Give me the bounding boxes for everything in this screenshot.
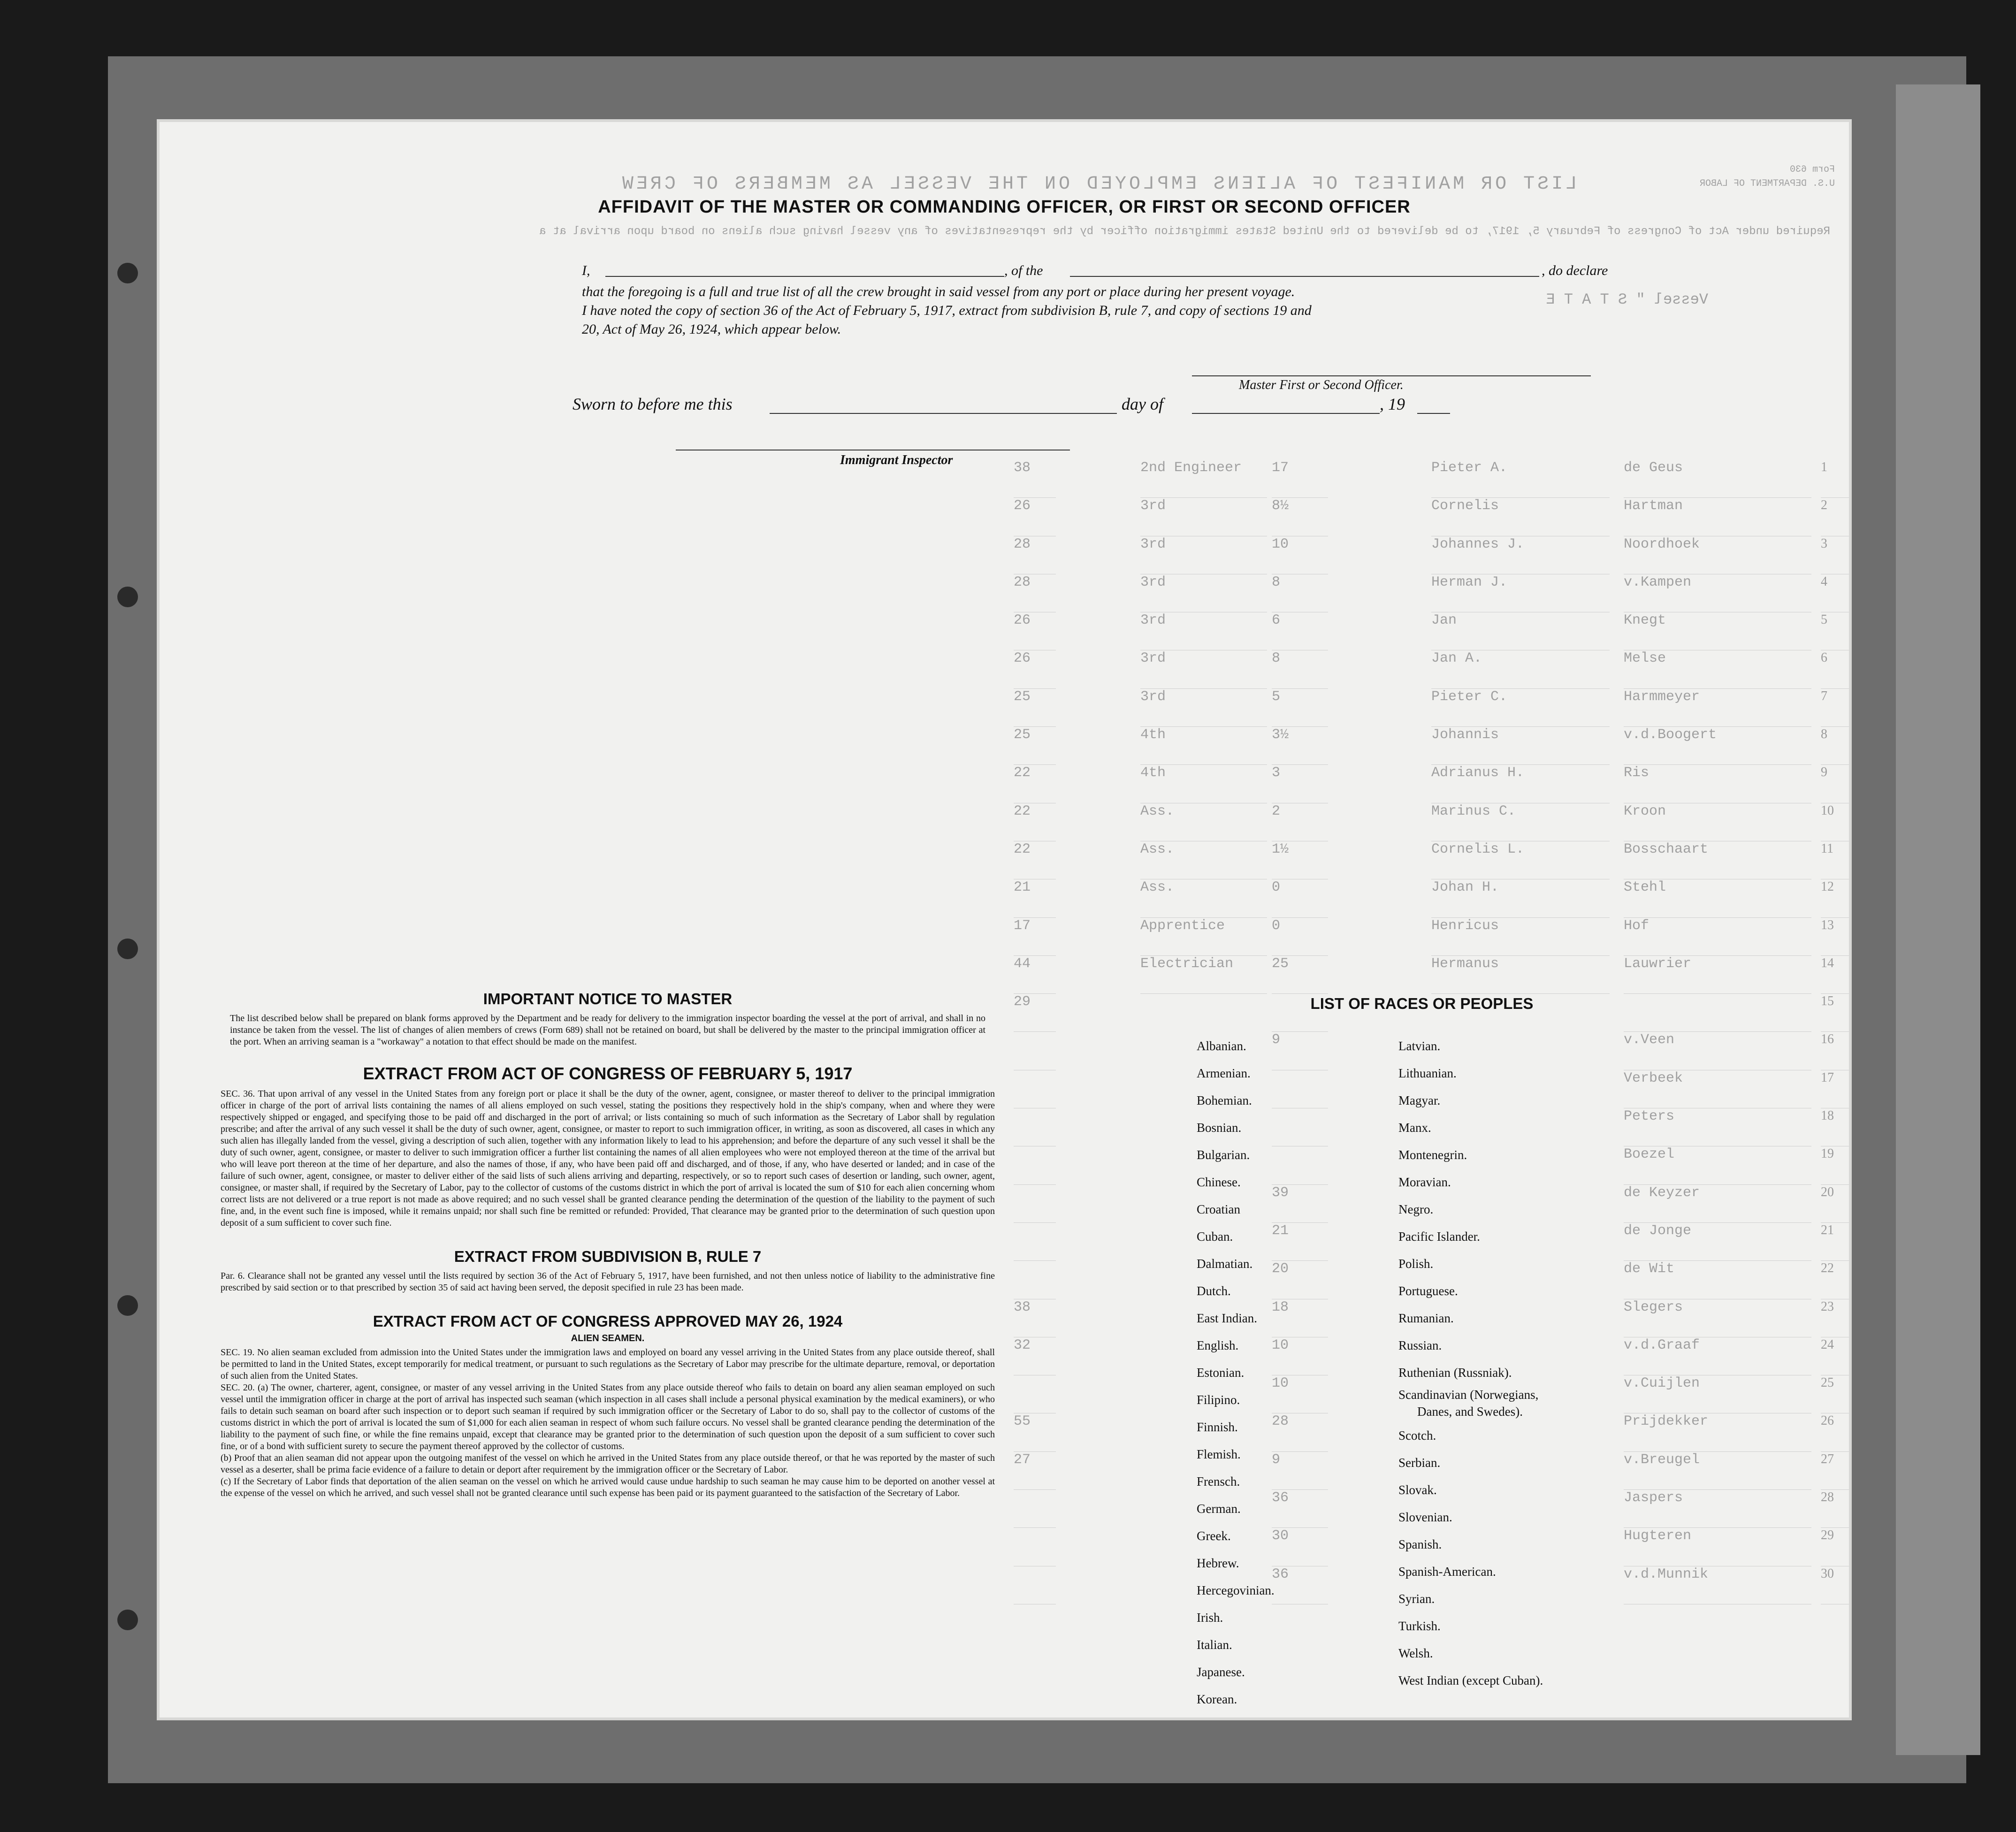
race-item: Scandinavian (Norwegians, [1398, 1388, 1539, 1402]
crew-position: 4th [1140, 765, 1267, 803]
race-item: Slovenian. [1398, 1510, 1452, 1524]
crew-surname: Slegers [1624, 1299, 1811, 1337]
crew-position: 4th [1140, 727, 1267, 765]
crew-surname: Jaspers [1624, 1490, 1811, 1528]
race-item: German. [1197, 1502, 1241, 1516]
crew-given-name: Johan H. [1431, 879, 1610, 917]
crew-given-name: Pieter C. [1431, 689, 1610, 727]
crew-age: 22 [1014, 803, 1056, 841]
crew-age [1014, 1070, 1056, 1108]
crew-years: 5 [1272, 689, 1328, 727]
crew-surname: v.d.Boogert [1624, 727, 1811, 765]
row-no: 17 [1821, 1070, 1849, 1108]
crew-surname [1624, 994, 1811, 1032]
extract-rule7-body: Par. 6. Clearance shall not be granted any vessel until the lists required by section 36 of the Act of February 5, 1917, have been furnished, and not then unless notice of liability to the administrative fine prescribed by said section or to that prescribed by section 35 of said act having been served, the deposit specified in rule 23 has been made. [221, 1271, 995, 1293]
crew-age: 29 [1014, 994, 1056, 1032]
binder-hole [117, 263, 138, 283]
row-no: 22 [1821, 1261, 1849, 1299]
crew-surname: Ris [1624, 765, 1811, 803]
crew-age: 44 [1014, 956, 1056, 994]
crew-position: 2nd Engineer [1140, 460, 1267, 498]
crew-surname: Noordhoek [1624, 536, 1811, 574]
age-column [1014, 460, 1056, 1610]
crew-years: 21 [1272, 1223, 1328, 1261]
crew-surname: de Wit [1624, 1261, 1811, 1299]
ghost-title: LIST OR MANIFEST OF ALIENS EMPLOYED ON THE VESSEL AS MEMBERS OF CREW [619, 174, 1577, 195]
race-item: West Indian (except Cuban). [1398, 1673, 1543, 1687]
crew-position: Apprentice [1140, 918, 1267, 956]
extract-1924-subtitle: ALIEN SEAMEN. [571, 1333, 645, 1343]
crew-years: 9 [1272, 1032, 1328, 1070]
sec20c-text: (c) If the Secretary of Labor finds that deportation of the alien seaman on the vessel on which he arrived would cause undue hardship to such seaman he may cause him to be deported on another vessel at the expense of the vessel on which he arrived, and such vessel shall not be granted clearance until such expense has been paid or its payment guaranteed to the satisfaction of the Secretary of Labor. [221, 1476, 995, 1498]
crew-surname: v.Kampen [1624, 574, 1811, 612]
crew-surname: de Keyzer [1624, 1185, 1811, 1223]
affidavit-line-2: I have noted the copy of section 36 of the Act of February 5, 1917, extract from subdivision B, rule 7, and copy of sections 19 and [582, 303, 1312, 318]
crew-age: 22 [1014, 765, 1056, 803]
ghost-required-line: Required under Act of Congress of February 5, 1917, to be delivered to the United States immigration officer by the representatives of any vessel having such aliens on board upon arrival at a [539, 225, 1830, 238]
crew-surname: de Geus [1624, 460, 1811, 498]
race-item: Turkish. [1398, 1619, 1441, 1633]
crew-surname: Knegt [1624, 612, 1811, 650]
race-item: Hercegovinian. [1197, 1583, 1275, 1597]
crew-age: 32 [1014, 1337, 1056, 1375]
crew-age: 38 [1014, 460, 1056, 498]
crew-surname: Hartman [1624, 498, 1811, 536]
ghost-form-number: Form 630 [1789, 164, 1835, 175]
crew-years: 30 [1272, 1528, 1328, 1566]
binder-hole [117, 587, 138, 607]
crew-years: 0 [1272, 918, 1328, 956]
binder-hole [117, 1610, 138, 1630]
races-title: LIST OF RACES OR PEOPLES [1310, 995, 1534, 1012]
crew-surname: Peters [1624, 1108, 1811, 1146]
race-item: Italian. [1197, 1638, 1232, 1652]
crew-age: 22 [1014, 841, 1056, 879]
crew-surname: v.d.Munnik [1624, 1566, 1811, 1604]
crew-position: 3rd [1140, 612, 1267, 650]
race-item: Korean. [1197, 1692, 1237, 1706]
row-no: 5 [1821, 612, 1849, 650]
race-item: Cuban. [1197, 1229, 1233, 1244]
race-item: Rumanian. [1398, 1311, 1454, 1325]
crew-age: 28 [1014, 574, 1056, 612]
crew-given-name: Hermanus [1431, 956, 1610, 994]
row-no: 13 [1821, 918, 1849, 956]
race-item: Bohemian. [1197, 1093, 1252, 1107]
race-item: Welsh. [1398, 1646, 1433, 1660]
race-item: Pacific Islander. [1398, 1229, 1480, 1244]
race-item: Greek. [1197, 1529, 1231, 1543]
race-item: Spanish. [1398, 1537, 1442, 1551]
crew-surname: Stehl [1624, 879, 1811, 917]
crew-years: 8 [1272, 650, 1328, 688]
race-item: Chinese. [1197, 1175, 1241, 1189]
crew-given-name: Jan [1431, 612, 1610, 650]
crew-surname: v.Breugel [1624, 1452, 1811, 1490]
race-item: Ruthenian (Russniak). [1398, 1366, 1512, 1380]
race-item: Hebrew. [1197, 1556, 1239, 1570]
crew-surname: Hof [1624, 918, 1811, 956]
crew-age [1014, 1528, 1056, 1566]
sec19-text: SEC. 19. No alien seaman excluded from admission into the United States under the immigration laws and employed on board any vessel arriving in the United States from any place outside thereof, shall be permitted to land in the United States, except temporarily for medical treatment, or pursuant to such regulations as the Secretary of Labor may prescribe for the ultimate departure, removal, or deportation of such alien from the United States. [221, 1347, 995, 1381]
row-no: 28 [1821, 1490, 1849, 1528]
affidavit-line-3: 20, Act of May 26, 1924, which appear below. [582, 321, 841, 337]
row-no: 21 [1821, 1223, 1849, 1261]
race-item: Magyar. [1398, 1093, 1441, 1107]
row-no: 23 [1821, 1299, 1849, 1337]
row-no: 15 [1821, 994, 1849, 1032]
race-item: Negro. [1398, 1202, 1434, 1216]
manifest-sheet [160, 122, 1849, 1718]
crew-years: 10 [1272, 1375, 1328, 1413]
race-item: Russian. [1398, 1338, 1442, 1352]
crew-position: Ass. [1140, 803, 1267, 841]
crew-years: 3½ [1272, 727, 1328, 765]
crew-position: 3rd [1140, 536, 1267, 574]
race-item: Slovak. [1398, 1483, 1437, 1497]
crew-given-name: Henricus [1431, 918, 1610, 956]
crew-years: 25 [1272, 956, 1328, 994]
master-signature-label: Master First or Second Officer. [1239, 378, 1404, 392]
crew-age: 26 [1014, 650, 1056, 688]
crew-years: 2 [1272, 803, 1328, 841]
crew-age [1014, 1261, 1056, 1299]
crew-position: 3rd [1140, 574, 1267, 612]
row-no: 6 [1821, 650, 1849, 688]
crew-surname: Bosschaart [1624, 841, 1811, 879]
row-no: 3 [1821, 536, 1849, 574]
crew-position: 3rd [1140, 650, 1267, 688]
race-item: Japanese. [1197, 1665, 1245, 1679]
crew-years: 9 [1272, 1452, 1328, 1490]
crew-age [1014, 1108, 1056, 1146]
race-item: Estonian. [1197, 1366, 1245, 1380]
crew-surname: Verbeek [1624, 1070, 1811, 1108]
crew-position: Ass. [1140, 879, 1267, 917]
crew-given-name: Cornelis L. [1431, 841, 1610, 879]
race-item: Portuguese. [1398, 1284, 1458, 1298]
crew-years: 17 [1272, 460, 1328, 498]
race-item: Croatian [1197, 1202, 1240, 1216]
row-no: 16 [1821, 1032, 1849, 1070]
race-item: Filipino. [1197, 1393, 1240, 1407]
crew-given-name: Herman J. [1431, 574, 1610, 612]
race-item: East Indian. [1197, 1311, 1257, 1325]
sworn-year: , 19 [1380, 395, 1405, 413]
row-no: 20 [1821, 1185, 1849, 1223]
affidavit-of-the: , of the [1004, 263, 1043, 278]
crew-surname: v.Cuijlen [1624, 1375, 1811, 1413]
crew-years: 10 [1272, 1337, 1328, 1375]
row-no: 14 [1821, 956, 1849, 994]
crew-years: 18 [1272, 1299, 1328, 1337]
crew-given-name: Johannis [1431, 727, 1610, 765]
row-no: 19 [1821, 1146, 1849, 1184]
inspector-label: Immigrant Inspector [840, 453, 953, 467]
race-item: Bosnian. [1197, 1121, 1242, 1135]
crew-age [1014, 1490, 1056, 1528]
race-item: Frensch. [1197, 1474, 1240, 1488]
extract-rule7-title: EXTRACT FROM SUBDIVISION B, RULE 7 [454, 1248, 762, 1265]
races-left-list [1197, 1032, 1394, 1713]
ghost-department: U.S. DEPARTMENT OF LABOR [1699, 178, 1835, 189]
crew-years: 3 [1272, 765, 1328, 803]
crew-years: 36 [1272, 1566, 1328, 1604]
row-no: 2 [1821, 498, 1849, 536]
race-item: Moravian. [1398, 1175, 1451, 1189]
affidavit-line-1: that the foregoing is a full and true list of all the crew brought in said vessel from any port or place during her present voyage. [582, 284, 1295, 299]
row-no: 10 [1821, 803, 1849, 841]
notices-panel [202, 990, 1014, 1656]
row-no: 18 [1821, 1108, 1849, 1146]
row-no: 26 [1821, 1413, 1849, 1451]
crew-years: 36 [1272, 1490, 1328, 1528]
row-no: 1 [1821, 460, 1849, 498]
row-no: 11 [1821, 841, 1849, 879]
sheet-edge [1896, 84, 1980, 1755]
crew-age [1014, 1032, 1056, 1070]
race-item: Dalmatian. [1197, 1257, 1253, 1271]
crew-position: Electrician [1140, 956, 1267, 994]
row-no: 12 [1821, 879, 1849, 917]
crew-age: 28 [1014, 536, 1056, 574]
sworn-day-of: day of [1122, 395, 1163, 413]
extract-1917-body: SEC. 36. That upon arrival of any vessel in the United States from any foreign port or place it shall be the duty of the owner, agent, consignee, or master thereof to deliver to the principal immigration officer in charge of the port of arrival lists containing the names of all aliens employed on such vessel, stating the positions they respectively hold in the ship's company, when and where they were respectively shipped or engaged, and specifying those to be paid off and discharged in the port of arrival; or lists containing so much of such information as the Secretary of Labor shall by regulation prescribe; and after the arrival of any such vessel it shall be the duty of such owner, agent, consignee, or master to report to such immigration officer, in writing, as soon as discovered, all cases in which any such alien has illegally landed from the vessel, giving a description of such alien, together with any information likely to lead to his apprehension; and before the departure of any such vessel it shall be the duty of such owner, agent, consignee, or master to deliver to such immigration officer a further list containing the names of all alien employees who were not employed thereon at the time of the arrival but who will leave port thereon at the time of her departure, and also the names of those, if any, who have been paid off and discharged, and of those, if any, who have deserted or landed; and in case of the failure of such owner, agent, consignee, or master to deliver either of the said lists of such aliens arriving and departing, respectively, or so to report such cases of desertion or landing, such owner, agent, consignee, or master shall, if required by the Secretary of Labor, pay to the collector of customs of the customs district in which the port of arrival is located the sum of $10 for each alien concerning whom correct lists are not delivered or a true report is not made as above required; and no such vessel shall be granted clearance pending the determination of the question of the liability to the payment of such fine, and, in the event such fine is imposed, while it remains unpaid; nor shall such fine be remitted or refunded: Provided, That clearance may be granted prior to the determination of such question upon deposit of a sum sufficient to cover such fine. [221, 1089, 995, 1228]
crew-given-name: Johannes J. [1431, 536, 1610, 574]
crew-years: 8 [1272, 574, 1328, 612]
crew-surname: Harmmeyer [1624, 689, 1811, 727]
race-item: Flemish. [1197, 1447, 1241, 1461]
crew-years: 6 [1272, 612, 1328, 650]
race-item: Syrian. [1398, 1592, 1435, 1606]
crew-surname: Boezel [1624, 1146, 1811, 1184]
race-item: Lithuanian. [1398, 1066, 1457, 1080]
crew-surname: Kroon [1624, 803, 1811, 841]
race-item: Bulgarian. [1197, 1148, 1250, 1162]
crew-years: 10 [1272, 536, 1328, 574]
row-no: 29 [1821, 1528, 1849, 1566]
crew-surname: Melse [1624, 650, 1811, 688]
race-item: Serbian. [1398, 1456, 1441, 1470]
crew-years: 28 [1272, 1413, 1328, 1451]
crew-age: 38 [1014, 1299, 1056, 1337]
crew-surname: de Jonge [1624, 1223, 1811, 1261]
crew-given-name: Marinus C. [1431, 803, 1610, 841]
crew-age: 17 [1014, 918, 1056, 956]
row-no: 30 [1821, 1566, 1849, 1604]
race-item: Irish. [1197, 1611, 1223, 1625]
affidavit-i: I, [582, 263, 590, 278]
crew-position: 3rd [1140, 689, 1267, 727]
crew-given-name: Cornelis [1431, 498, 1610, 536]
row-no: 8 [1821, 727, 1849, 765]
crew-age [1014, 1375, 1056, 1413]
race-item: Latvian. [1398, 1039, 1441, 1053]
race-item: Polish. [1398, 1257, 1434, 1271]
crew-age [1014, 1223, 1056, 1261]
crew-years: 0 [1272, 879, 1328, 917]
race-item: Armenian. [1197, 1066, 1251, 1080]
race-item: Albanian. [1197, 1039, 1246, 1053]
row-no: 4 [1821, 574, 1849, 612]
race-item: English. [1197, 1338, 1239, 1352]
race-item: Danes, and Swedes). [1417, 1405, 1523, 1419]
crew-surname: Lauwrier [1624, 956, 1811, 994]
crew-age [1014, 1185, 1056, 1223]
row-numbers [1821, 460, 1849, 1610]
affidavit-do-declare: , do declare [1542, 263, 1608, 278]
crew-age: 25 [1014, 689, 1056, 727]
sec20a-text: SEC. 20. (a) The owner, charterer, agent, consignee, or master of any vessel arriving in the United States from any place outside thereof who fails to detain on board any alien seaman employed on such vessel until the immigration officer in charge at the port of arrival has inspected such seaman (which inspection in all cases shall include a personal physical examination by the medical examiners), or who fails to detain such seaman on board after such inspection or to deport such seaman if required by such immigration officer or the Secretary of Labor to do so, shall pay to the collector of customs of the customs district in which the port of arrival is located the sum of $1,000 for each alien seaman in respect of whom such failure occurs. No vessel shall be granted clearance pending the determination of the liability to the payment of such fine, or while the fine remains unpaid, except that clearance may be granted prior to the determination of such question upon the deposit of a sum sufficient to cover such fine, or of a bond with sufficient surety to secure the payment thereof approved by the collector of customs. [221, 1382, 995, 1451]
races-right-list [1398, 1032, 1661, 1694]
crew-position: Ass. [1140, 841, 1267, 879]
row-no: 27 [1821, 1452, 1849, 1490]
crew-given-name: Adrianus H. [1431, 765, 1610, 803]
race-item: Manx. [1398, 1121, 1431, 1135]
crew-age: 27 [1014, 1452, 1056, 1490]
sworn-label: Sworn to before me this [573, 395, 733, 413]
crew-surname: v.Veen [1624, 1032, 1811, 1070]
notice-body: The list described below shall be prepared on blank forms approved by the Department and be ready for delivery to the immigration inspector boarding the vessel at the port of arrival, and shall in no instance be taken from the vessel. The list of changes of alien members of crews (Form 689) shall not be retained on board, but shall be delivered by the master to the principal immigration officer at the port. When an arriving seaman is a "workaway" a notation to that effect should be made on the manifest. [230, 1013, 985, 1047]
crew-surname: Hugteren [1624, 1528, 1811, 1566]
race-item: Finnish. [1197, 1420, 1238, 1434]
binder-hole [117, 939, 138, 959]
crew-age: 21 [1014, 879, 1056, 917]
crew-surname: v.d.Graaf [1624, 1337, 1811, 1375]
crew-years: 20 [1272, 1261, 1328, 1299]
row-no: 7 [1821, 689, 1849, 727]
crew-given-name: Pieter A. [1431, 460, 1610, 498]
crew-years: 8½ [1272, 498, 1328, 536]
ghost-vessel-name: Vessel " S T A T E [1546, 291, 1708, 308]
binder-hole [117, 1295, 138, 1316]
extract-1917-title: EXTRACT FROM ACT OF CONGRESS OF FEBRUARY 5, 1917 [363, 1064, 853, 1083]
affidavit-title: AFFIDAVIT OF THE MASTER OR COMMANDING OFFICER, OR FIRST OR SECOND OFFICER [598, 197, 1411, 217]
notice-title: IMPORTANT NOTICE TO MASTER [483, 990, 733, 1008]
row-no: 24 [1821, 1337, 1849, 1375]
crew-age [1014, 1146, 1056, 1184]
crew-position: 3rd [1140, 498, 1267, 536]
crew-given-name: Jan A. [1431, 650, 1610, 688]
crew-age: 25 [1014, 727, 1056, 765]
sec20b-text: (b) Proof that an alien seaman did not appear upon the outgoing manifest of the vessel on which he arrived in the United States from any place outside thereof, or that he was reported by the master of such vessel as a deserter, shall be prima facie evidence of a failure to detain or deport after requirement by the immigration officer or the Secretary of Labor. [221, 1453, 995, 1475]
row-no: 9 [1821, 765, 1849, 803]
crew-age: 26 [1014, 498, 1056, 536]
race-item: Dutch. [1197, 1284, 1231, 1298]
crew-years: 1½ [1272, 841, 1328, 879]
crew-years: 39 [1272, 1185, 1328, 1223]
crew-age: 26 [1014, 612, 1056, 650]
crew-surname: Prijdekker [1624, 1413, 1811, 1451]
race-item: Scotch. [1398, 1428, 1436, 1443]
crew-age: 55 [1014, 1413, 1056, 1451]
race-item: Montenegrin. [1398, 1148, 1467, 1162]
row-no: 25 [1821, 1375, 1849, 1413]
extract-1924-title: EXTRACT FROM ACT OF CONGRESS APPROVED MAY 26, 1924 [373, 1313, 843, 1330]
race-item: Spanish-American. [1398, 1565, 1496, 1579]
crew-age [1014, 1566, 1056, 1604]
